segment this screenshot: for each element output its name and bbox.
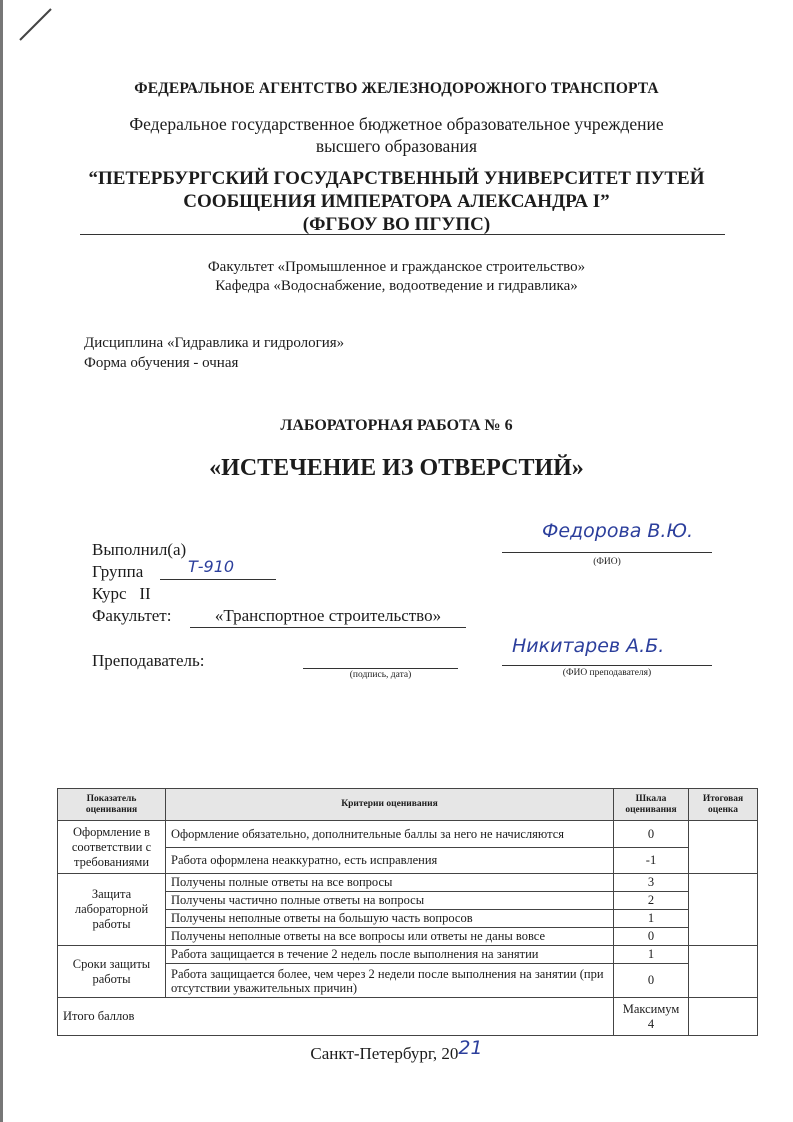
header-final-grade: Итоговая оценка xyxy=(689,789,758,821)
total-max-label: Максимум xyxy=(622,1001,680,1016)
student-name-caption: (ФИО) xyxy=(593,557,621,567)
institution-heading xyxy=(0,113,793,157)
lab-number: ЛАБОРАТОРНАЯ РАБОТА № 6 xyxy=(280,417,513,434)
indicator-cell: Сроки защиты работы xyxy=(58,946,166,998)
faculty-label: Факультет: xyxy=(92,606,172,625)
group-label: Группа xyxy=(92,562,144,581)
table-row xyxy=(58,821,758,848)
lab-title: «ИСТЕЧЕНИЕ ИЗ ОТВЕРСТИЙ» xyxy=(209,455,584,481)
teacher-signature-field[interactable] xyxy=(303,648,458,669)
criterion-cell: Работа защищается более, чем через 2 недели после выполнения на занятии (при отсутствии уважительных причин) xyxy=(166,964,614,998)
header-divider xyxy=(80,234,725,235)
discipline-block xyxy=(84,333,344,373)
faculty-value: «Транспортное строительство» xyxy=(214,606,442,625)
header-criteria: Критерии оценивания xyxy=(166,789,614,821)
score-cell: 1 xyxy=(614,910,689,928)
institution-line-2: высшего образования xyxy=(315,136,478,156)
city-year-printed: Санкт-Петербург, 20 xyxy=(310,1044,459,1063)
teacher-label: Преподаватель: xyxy=(92,651,205,670)
performed-label: Выполнил(а) xyxy=(92,540,187,559)
criterion-cell: Получены неполные ответы на большую часть вопросов xyxy=(166,910,614,928)
teacher-name-handwritten: Никитарев А.Б. xyxy=(512,635,665,657)
criterion-cell: Получены неполные ответы на все вопросы или ответы не даны вовсе xyxy=(166,928,614,946)
score-cell: 3 xyxy=(614,874,689,892)
faculty-line: Факультет «Промышленное и гражданское строительство» xyxy=(207,259,586,275)
evaluation-table xyxy=(57,788,758,1036)
total-final-grade-cell[interactable] xyxy=(689,998,758,1036)
score-cell: 0 xyxy=(614,821,689,848)
study-form: Форма обучения - очная xyxy=(84,355,239,371)
criterion-cell: Оформление обязательно, дополнительные баллы за него не начисляются xyxy=(166,821,614,848)
student-name-field[interactable] xyxy=(502,520,712,553)
course-row xyxy=(92,583,151,605)
student-name-handwritten: Федорова В.Ю. xyxy=(542,520,693,542)
total-max-value: 4 xyxy=(647,1016,655,1031)
teacher-name-field[interactable] xyxy=(502,635,712,666)
score-cell: 0 xyxy=(614,964,689,998)
pen-stroke-mark xyxy=(18,6,58,46)
signature-date-caption: (подпись, дата) xyxy=(349,670,412,680)
total-max-cell xyxy=(614,998,689,1036)
score-cell: 1 xyxy=(614,946,689,964)
course-label: Курс xyxy=(92,584,127,603)
score-cell: 0 xyxy=(614,928,689,946)
group-value-handwritten: Т-910 xyxy=(188,557,235,576)
total-label: Итого баллов xyxy=(58,998,614,1036)
final-grade-cell[interactable] xyxy=(689,946,758,998)
score-cell: -1 xyxy=(614,848,689,874)
agency-heading: ФЕДЕРАЛЬНОЕ АГЕНТСТВО ЖЕЛЕЗНОДОРОЖНОГО ТРАНСПОРТА xyxy=(134,80,659,97)
university-abbr: (ФГБОУ ВО ПГУПС) xyxy=(302,214,491,235)
criterion-cell: Получены частично полные ответы на вопросы xyxy=(166,892,614,910)
chair-line: Кафедра «Водоснабжение, водоотведение и гидравлика» xyxy=(215,278,578,294)
table-row xyxy=(58,946,758,964)
total-row xyxy=(58,998,758,1036)
criterion-cell: Работа защищается в течение 2 недель после выполнения на занятии xyxy=(166,946,614,964)
table-row xyxy=(58,874,758,892)
indicator-cell: Защита лабораторной работы xyxy=(58,874,166,946)
score-cell: 2 xyxy=(614,892,689,910)
institution-line-1: Федеральное государственное бюджетное образовательное учреждение xyxy=(129,114,664,134)
faculty-field[interactable] xyxy=(190,605,466,628)
university-heading xyxy=(0,167,793,236)
indicator-cell: Оформление в соответствии с требованиями xyxy=(58,821,166,874)
final-grade-cell[interactable] xyxy=(689,874,758,946)
table-header-row xyxy=(58,789,758,821)
group-field[interactable] xyxy=(160,559,276,580)
footer-city-year xyxy=(0,1037,793,1064)
department-block xyxy=(0,258,793,296)
header-indicator: Показатель оценивания xyxy=(58,789,166,821)
criterion-cell: Получены полные ответы на все вопросы xyxy=(166,874,614,892)
discipline-name: Дисциплина «Гидравлика и гидрология» xyxy=(84,335,345,351)
university-line-1: “ПЕТЕРБУРГСКИЙ ГОСУДАРСТВЕННЫЙ УНИВЕРСИТЕТ ПУТЕЙ xyxy=(88,168,705,189)
university-line-2: СООБЩЕНИЯ ИМПЕРАТОРА АЛЕКСАНДРА I” xyxy=(183,191,610,212)
course-value: II xyxy=(139,584,151,603)
teacher-name-caption: (ФИО преподавателя) xyxy=(562,668,652,678)
year-handwritten: 21 xyxy=(458,1037,483,1059)
final-grade-cell[interactable] xyxy=(689,821,758,874)
header-scale: Шкала оценивания xyxy=(614,789,689,821)
criterion-cell: Работа оформлена неаккуратно, есть исправления xyxy=(166,848,614,874)
